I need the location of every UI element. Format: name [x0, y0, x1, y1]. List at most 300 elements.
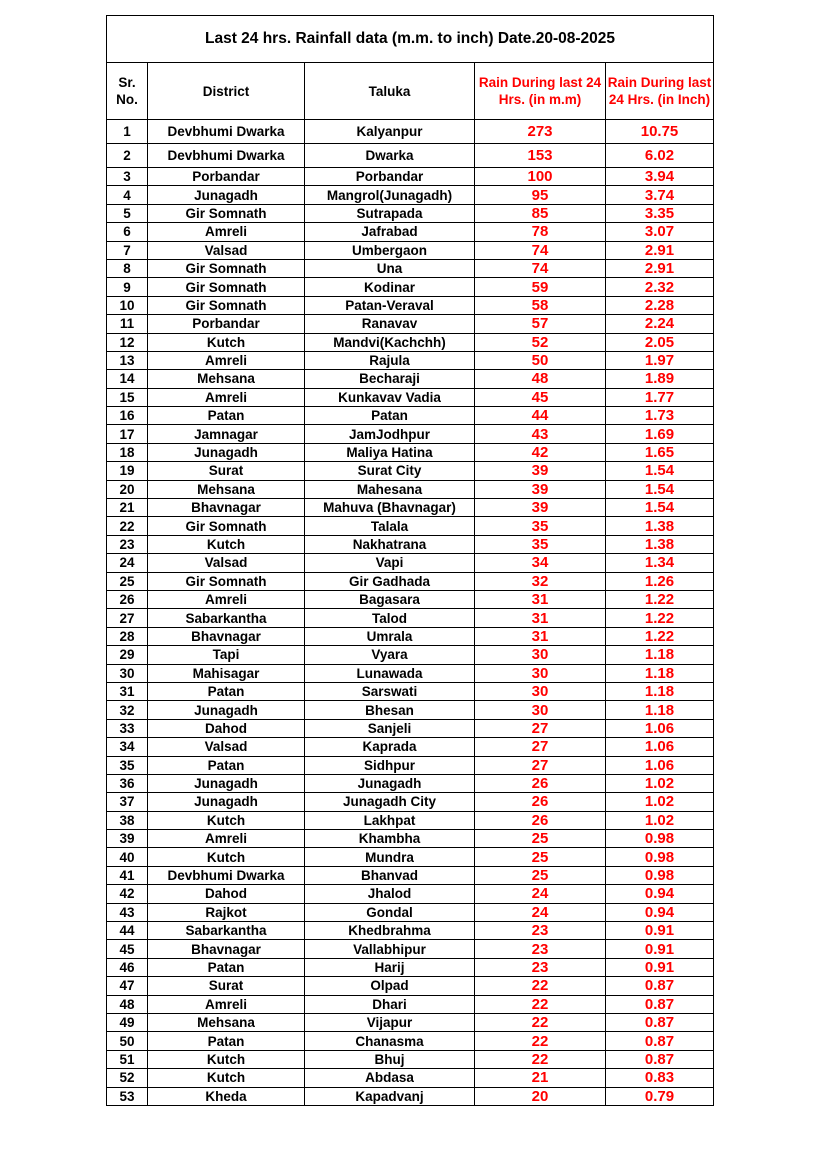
taluka-cell: Becharaji: [305, 370, 475, 388]
taluka-cell: Umrala: [305, 627, 475, 645]
rain-mm-cell: 27: [475, 719, 606, 737]
taluka-cell: Vallabhipur: [305, 940, 475, 958]
table-row: [107, 701, 714, 719]
rain-inch-cell: 0.91: [606, 940, 714, 958]
rain-inch-cell: 1.38: [606, 517, 714, 535]
rain-inch-cell: 0.87: [606, 977, 714, 995]
rain-mm-cell: 27: [475, 756, 606, 774]
rain-mm-cell: 52: [475, 333, 606, 351]
taluka-cell: Nakhatrana: [305, 535, 475, 553]
table-row: [107, 719, 714, 737]
table-row: [107, 223, 714, 241]
sr-no-cell: 51: [107, 1050, 148, 1068]
taluka-cell: Maliya Hatina: [305, 443, 475, 461]
rain-mm-cell: 21: [475, 1069, 606, 1087]
rain-mm-cell: 31: [475, 609, 606, 627]
taluka-cell: Jafrabad: [305, 223, 475, 241]
rain-inch-cell: 0.98: [606, 830, 714, 848]
district-cell: Amreli: [148, 830, 305, 848]
table-row: [107, 682, 714, 700]
taluka-cell: Mandvi(Kachchh): [305, 333, 475, 351]
table-row: [107, 774, 714, 792]
table-row: [107, 425, 714, 443]
taluka-cell: Surat City: [305, 462, 475, 480]
table-row: [107, 1069, 714, 1087]
district-cell: Kutch: [148, 535, 305, 553]
taluka-cell: Kapadvanj: [305, 1087, 475, 1105]
table-row: [107, 517, 714, 535]
taluka-cell: Kodinar: [305, 278, 475, 296]
district-cell: Junagadh: [148, 701, 305, 719]
rain-mm-cell: 22: [475, 1032, 606, 1050]
district-cell: Junagadh: [148, 186, 305, 204]
rain-inch-cell: 1.65: [606, 443, 714, 461]
rain-mm-cell: 25: [475, 848, 606, 866]
rain-inch-cell: 1.73: [606, 407, 714, 425]
table-row: [107, 885, 714, 903]
rain-mm-cell: 95: [475, 186, 606, 204]
table-row: [107, 241, 714, 259]
taluka-cell: Kunkavav Vadia: [305, 388, 475, 406]
district-cell: Mehsana: [148, 370, 305, 388]
taluka-cell: Rajula: [305, 351, 475, 369]
table-row: [107, 756, 714, 774]
sr-no-cell: 38: [107, 811, 148, 829]
rain-inch-cell: 1.22: [606, 609, 714, 627]
taluka-cell: Bhanvad: [305, 866, 475, 884]
taluka-cell: Junagadh City: [305, 793, 475, 811]
rain-mm-cell: 39: [475, 480, 606, 498]
district-cell: Gir Somnath: [148, 572, 305, 590]
sr-no-cell: 50: [107, 1032, 148, 1050]
district-cell: Gir Somnath: [148, 278, 305, 296]
taluka-cell: Khedbrahma: [305, 922, 475, 940]
sr-no-cell: 24: [107, 554, 148, 572]
table-row: [107, 120, 714, 144]
rain-inch-cell: 1.02: [606, 793, 714, 811]
rain-mm-cell: 23: [475, 922, 606, 940]
district-cell: Patan: [148, 682, 305, 700]
taluka-cell: Junagadh: [305, 774, 475, 792]
table-row: [107, 443, 714, 461]
rain-mm-cell: 85: [475, 204, 606, 222]
district-cell: Patan: [148, 407, 305, 425]
district-cell: Kutch: [148, 333, 305, 351]
rain-mm-cell: 273: [475, 120, 606, 144]
sr-no-cell: 9: [107, 278, 148, 296]
taluka-cell: Bagasara: [305, 590, 475, 608]
rain-inch-cell: 0.91: [606, 958, 714, 976]
sr-no-cell: 36: [107, 774, 148, 792]
sr-no-cell: 25: [107, 572, 148, 590]
rain-inch-cell: 0.87: [606, 1032, 714, 1050]
sr-no-cell: 2: [107, 144, 148, 168]
rain-inch-cell: 1.97: [606, 351, 714, 369]
district-cell: Devbhumi Dwarka: [148, 866, 305, 884]
rain-mm-cell: 26: [475, 774, 606, 792]
rain-mm-cell: 23: [475, 958, 606, 976]
rain-mm-cell: 26: [475, 811, 606, 829]
sr-no-cell: 15: [107, 388, 148, 406]
rain-inch-cell: 1.69: [606, 425, 714, 443]
rain-mm-cell: 25: [475, 866, 606, 884]
taluka-cell: Mahesana: [305, 480, 475, 498]
district-cell: Kutch: [148, 1050, 305, 1068]
district-cell: Dahod: [148, 719, 305, 737]
table-row: [107, 1013, 714, 1031]
sr-no-cell: 13: [107, 351, 148, 369]
table-row: [107, 186, 714, 204]
table-row: [107, 738, 714, 756]
district-cell: Sabarkantha: [148, 609, 305, 627]
district-cell: Amreli: [148, 223, 305, 241]
sr-no-cell: 22: [107, 517, 148, 535]
rain-mm-cell: 24: [475, 885, 606, 903]
district-cell: Kutch: [148, 811, 305, 829]
district-cell: Amreli: [148, 388, 305, 406]
district-cell: Devbhumi Dwarka: [148, 120, 305, 144]
rain-inch-cell: 0.94: [606, 903, 714, 921]
taluka-cell: Chanasma: [305, 1032, 475, 1050]
sr-no-cell: 26: [107, 590, 148, 608]
taluka-cell: Khambha: [305, 830, 475, 848]
sr-no-cell: 39: [107, 830, 148, 848]
table-row: [107, 462, 714, 480]
table-row: [107, 977, 714, 995]
district-cell: Amreli: [148, 590, 305, 608]
rain-inch-cell: 1.22: [606, 590, 714, 608]
table-row: [107, 1050, 714, 1068]
taluka-cell: JamJodhpur: [305, 425, 475, 443]
rain-mm-cell: 48: [475, 370, 606, 388]
district-cell: Patan: [148, 756, 305, 774]
rain-inch-cell: 0.87: [606, 1013, 714, 1031]
taluka-cell: Porbandar: [305, 168, 475, 186]
rain-mm-cell: 100: [475, 168, 606, 186]
taluka-cell: Gondal: [305, 903, 475, 921]
taluka-cell: Vapi: [305, 554, 475, 572]
rain-inch-cell: 1.54: [606, 499, 714, 517]
taluka-cell: Harij: [305, 958, 475, 976]
rain-mm-cell: 35: [475, 517, 606, 535]
sr-no-cell: 8: [107, 259, 148, 277]
rain-mm-cell: 30: [475, 664, 606, 682]
sr-no-cell: 52: [107, 1069, 148, 1087]
rain-mm-cell: 31: [475, 590, 606, 608]
rain-inch-cell: 1.18: [606, 682, 714, 700]
rain-inch-cell: 2.91: [606, 241, 714, 259]
rain-mm-cell: 57: [475, 315, 606, 333]
header-sr-no: Sr. No.: [107, 63, 148, 120]
district-cell: Rajkot: [148, 903, 305, 921]
taluka-cell: Bhuj: [305, 1050, 475, 1068]
rain-mm-cell: 44: [475, 407, 606, 425]
rain-mm-cell: 74: [475, 259, 606, 277]
table-row: [107, 793, 714, 811]
sr-no-cell: 28: [107, 627, 148, 645]
table-row: [107, 315, 714, 333]
rain-inch-cell: 2.28: [606, 296, 714, 314]
sr-no-cell: 16: [107, 407, 148, 425]
district-cell: Dahod: [148, 885, 305, 903]
rainfall-sheet: [106, 15, 713, 1106]
district-cell: Jamnagar: [148, 425, 305, 443]
sr-no-cell: 17: [107, 425, 148, 443]
table-row: [107, 1087, 714, 1105]
table-row: [107, 1032, 714, 1050]
header-taluka: Taluka: [305, 63, 475, 120]
taluka-cell: Lakhpat: [305, 811, 475, 829]
sr-no-cell: 19: [107, 462, 148, 480]
taluka-cell: Vijapur: [305, 1013, 475, 1031]
sr-no-cell: 53: [107, 1087, 148, 1105]
rain-mm-cell: 24: [475, 903, 606, 921]
table-body: [107, 120, 714, 1106]
sr-no-cell: 42: [107, 885, 148, 903]
table-row: [107, 940, 714, 958]
table-row: [107, 958, 714, 976]
rain-mm-cell: 32: [475, 572, 606, 590]
rain-inch-cell: 1.34: [606, 554, 714, 572]
rain-inch-cell: 1.06: [606, 738, 714, 756]
rain-inch-cell: 0.79: [606, 1087, 714, 1105]
sr-no-cell: 49: [107, 1013, 148, 1031]
rain-inch-cell: 1.02: [606, 774, 714, 792]
sr-no-cell: 27: [107, 609, 148, 627]
rain-inch-cell: 1.77: [606, 388, 714, 406]
table-row: [107, 388, 714, 406]
sr-no-cell: 40: [107, 848, 148, 866]
taluka-cell: Mahuva (Bhavnagar): [305, 499, 475, 517]
sr-no-cell: 41: [107, 866, 148, 884]
district-cell: Kutch: [148, 1069, 305, 1087]
taluka-cell: Dwarka: [305, 144, 475, 168]
sr-no-cell: 20: [107, 480, 148, 498]
rain-mm-cell: 59: [475, 278, 606, 296]
district-cell: Amreli: [148, 995, 305, 1013]
sr-no-cell: 23: [107, 535, 148, 553]
taluka-cell: Abdasa: [305, 1069, 475, 1087]
sr-no-cell: 4: [107, 186, 148, 204]
district-cell: Gir Somnath: [148, 259, 305, 277]
district-cell: Mehsana: [148, 1013, 305, 1031]
rain-mm-cell: 39: [475, 499, 606, 517]
taluka-cell: Una: [305, 259, 475, 277]
rain-inch-cell: 2.24: [606, 315, 714, 333]
rain-inch-cell: 0.94: [606, 885, 714, 903]
rain-inch-cell: 0.87: [606, 1050, 714, 1068]
taluka-cell: Vyara: [305, 646, 475, 664]
table-row: [107, 903, 714, 921]
sr-no-cell: 44: [107, 922, 148, 940]
rain-mm-cell: 30: [475, 646, 606, 664]
taluka-cell: Kalyanpur: [305, 120, 475, 144]
rain-mm-cell: 20: [475, 1087, 606, 1105]
rain-inch-cell: 1.18: [606, 664, 714, 682]
table-row: [107, 811, 714, 829]
sr-no-cell: 10: [107, 296, 148, 314]
rain-inch-cell: 3.74: [606, 186, 714, 204]
taluka-cell: Jhalod: [305, 885, 475, 903]
sr-no-cell: 34: [107, 738, 148, 756]
table-row: [107, 866, 714, 884]
table-row: [107, 144, 714, 168]
district-cell: Valsad: [148, 738, 305, 756]
table-row: [107, 627, 714, 645]
rain-inch-cell: 1.06: [606, 756, 714, 774]
sr-no-cell: 30: [107, 664, 148, 682]
taluka-cell: Mundra: [305, 848, 475, 866]
rain-mm-cell: 42: [475, 443, 606, 461]
rain-mm-cell: 22: [475, 1013, 606, 1031]
header-row: [107, 63, 714, 120]
district-cell: Bhavnagar: [148, 627, 305, 645]
taluka-cell: Talala: [305, 517, 475, 535]
sr-no-cell: 31: [107, 682, 148, 700]
table-row: [107, 333, 714, 351]
table-row: [107, 646, 714, 664]
sr-no-cell: 5: [107, 204, 148, 222]
rain-mm-cell: 22: [475, 977, 606, 995]
rain-mm-cell: 50: [475, 351, 606, 369]
district-cell: Bhavnagar: [148, 940, 305, 958]
district-cell: Devbhumi Dwarka: [148, 144, 305, 168]
taluka-cell: Umbergaon: [305, 241, 475, 259]
rain-inch-cell: 1.54: [606, 480, 714, 498]
rain-inch-cell: 0.83: [606, 1069, 714, 1087]
rain-inch-cell: 6.02: [606, 144, 714, 168]
sr-no-cell: 18: [107, 443, 148, 461]
district-cell: Gir Somnath: [148, 204, 305, 222]
taluka-cell: Sidhpur: [305, 756, 475, 774]
sr-no-cell: 45: [107, 940, 148, 958]
rain-inch-cell: 2.32: [606, 278, 714, 296]
sr-no-cell: 3: [107, 168, 148, 186]
rain-inch-cell: 1.26: [606, 572, 714, 590]
rain-mm-cell: 39: [475, 462, 606, 480]
sr-no-cell: 21: [107, 499, 148, 517]
rain-inch-cell: 1.54: [606, 462, 714, 480]
table-row: [107, 922, 714, 940]
sr-no-cell: 6: [107, 223, 148, 241]
rain-inch-cell: 1.18: [606, 646, 714, 664]
sr-no-cell: 29: [107, 646, 148, 664]
rain-inch-cell: 0.87: [606, 995, 714, 1013]
table-row: [107, 554, 714, 572]
district-cell: Sabarkantha: [148, 922, 305, 940]
header-district: District: [148, 63, 305, 120]
table-row: [107, 590, 714, 608]
taluka-cell: Talod: [305, 609, 475, 627]
rain-mm-cell: 58: [475, 296, 606, 314]
sr-no-cell: 32: [107, 701, 148, 719]
rain-inch-cell: 1.02: [606, 811, 714, 829]
district-cell: Porbandar: [148, 315, 305, 333]
title-row: [107, 16, 714, 63]
taluka-cell: Sutrapada: [305, 204, 475, 222]
rain-mm-cell: 34: [475, 554, 606, 572]
rain-inch-cell: 1.06: [606, 719, 714, 737]
table-row: [107, 168, 714, 186]
district-cell: Bhavnagar: [148, 499, 305, 517]
table-row: [107, 535, 714, 553]
rain-mm-cell: 74: [475, 241, 606, 259]
sr-no-cell: 33: [107, 719, 148, 737]
taluka-cell: Patan-Veraval: [305, 296, 475, 314]
rain-mm-cell: 26: [475, 793, 606, 811]
sr-no-cell: 7: [107, 241, 148, 259]
table-row: [107, 407, 714, 425]
rain-inch-cell: 0.98: [606, 848, 714, 866]
district-cell: Kutch: [148, 848, 305, 866]
sr-no-cell: 12: [107, 333, 148, 351]
table-row: [107, 848, 714, 866]
district-cell: Surat: [148, 977, 305, 995]
rain-inch-cell: 2.91: [606, 259, 714, 277]
rain-inch-cell: 10.75: [606, 120, 714, 144]
rain-inch-cell: 1.38: [606, 535, 714, 553]
sr-no-cell: 43: [107, 903, 148, 921]
district-cell: Porbandar: [148, 168, 305, 186]
taluka-cell: Kaprada: [305, 738, 475, 756]
sr-no-cell: 48: [107, 995, 148, 1013]
district-cell: Valsad: [148, 554, 305, 572]
rain-inch-cell: 1.22: [606, 627, 714, 645]
taluka-cell: Gir Gadhada: [305, 572, 475, 590]
rain-mm-cell: 22: [475, 1050, 606, 1068]
rain-inch-cell: 0.98: [606, 866, 714, 884]
district-cell: Valsad: [148, 241, 305, 259]
rain-mm-cell: 27: [475, 738, 606, 756]
table-row: [107, 370, 714, 388]
table-title: Last 24 hrs. Rainfall data (m.m. to inch) Date.20-08-2025: [107, 16, 714, 63]
district-cell: Junagadh: [148, 793, 305, 811]
district-cell: Gir Somnath: [148, 296, 305, 314]
district-cell: Mehsana: [148, 480, 305, 498]
table-row: [107, 204, 714, 222]
rain-inch-cell: 3.94: [606, 168, 714, 186]
table-row: [107, 664, 714, 682]
table-row: [107, 830, 714, 848]
taluka-cell: Sarswati: [305, 682, 475, 700]
rain-mm-cell: 22: [475, 995, 606, 1013]
rain-mm-cell: 35: [475, 535, 606, 553]
rain-mm-cell: 30: [475, 682, 606, 700]
table-row: [107, 480, 714, 498]
rain-inch-cell: 0.91: [606, 922, 714, 940]
rain-inch-cell: 3.07: [606, 223, 714, 241]
sr-no-cell: 46: [107, 958, 148, 976]
table-row: [107, 259, 714, 277]
table-row: [107, 609, 714, 627]
header-rain-inch: Rain During last 24 Hrs. (in Inch): [606, 63, 714, 120]
district-cell: Surat: [148, 462, 305, 480]
table-row: [107, 499, 714, 517]
district-cell: Patan: [148, 1032, 305, 1050]
rain-inch-cell: 1.18: [606, 701, 714, 719]
sr-no-cell: 47: [107, 977, 148, 995]
rain-mm-cell: 43: [475, 425, 606, 443]
district-cell: Gir Somnath: [148, 517, 305, 535]
taluka-cell: Lunawada: [305, 664, 475, 682]
table-row: [107, 296, 714, 314]
taluka-cell: Olpad: [305, 977, 475, 995]
district-cell: Junagadh: [148, 443, 305, 461]
rain-mm-cell: 31: [475, 627, 606, 645]
table-row: [107, 572, 714, 590]
sr-no-cell: 35: [107, 756, 148, 774]
district-cell: Junagadh: [148, 774, 305, 792]
